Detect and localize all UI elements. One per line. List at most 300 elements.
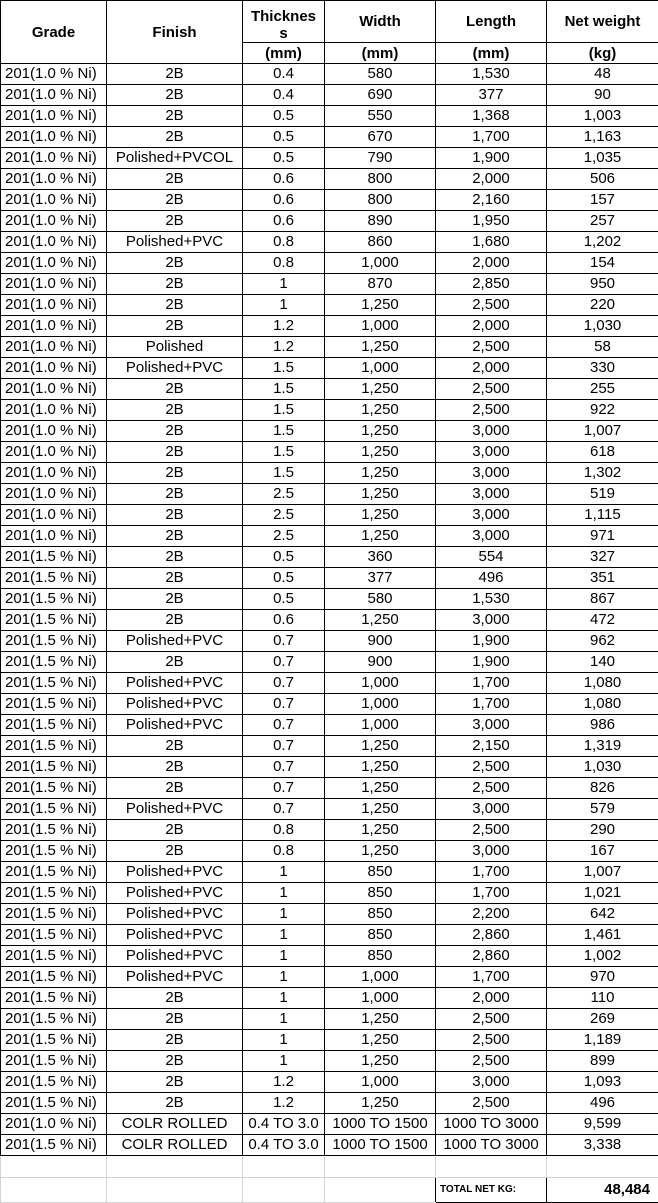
cell-grade: 201(1.5 % Ni) xyxy=(1,568,107,589)
cell-thickness: 0.7 xyxy=(243,757,325,778)
cell-length: 2,500 xyxy=(436,379,547,400)
cell-width: 1,250 xyxy=(325,1009,436,1030)
cell-thickness: 0.4 xyxy=(243,85,325,106)
blank-cell xyxy=(436,1156,547,1178)
cell-width: 850 xyxy=(325,883,436,904)
cell-width: 890 xyxy=(325,211,436,232)
cell-width: 1,250 xyxy=(325,463,436,484)
table-row xyxy=(1,799,658,820)
cell-net-weight: 1,035 xyxy=(547,148,658,169)
cell-net-weight: 1,319 xyxy=(547,736,658,757)
cell-net-weight: 579 xyxy=(547,799,658,820)
table-row xyxy=(1,904,658,925)
cell-width: 1,250 xyxy=(325,799,436,820)
table-row xyxy=(1,715,658,736)
cell-grade: 201(1.5 % Ni) xyxy=(1,778,107,799)
cell-width: 850 xyxy=(325,925,436,946)
cell-finish: 2B xyxy=(107,568,243,589)
cell-length: 2,500 xyxy=(436,1009,547,1030)
cell-net-weight: 1,461 xyxy=(547,925,658,946)
cell-finish: 2B xyxy=(107,589,243,610)
cell-grade: 201(1.0 % Ni) xyxy=(1,232,107,253)
table-row xyxy=(1,232,658,253)
cell-width: 1,000 xyxy=(325,1072,436,1093)
cell-thickness: 0.7 xyxy=(243,652,325,673)
cell-net-weight: 58 xyxy=(547,337,658,358)
table-row xyxy=(1,610,658,631)
cell-grade: 201(1.0 % Ni) xyxy=(1,526,107,547)
cell-net-weight: 1,007 xyxy=(547,421,658,442)
cell-width: 1,250 xyxy=(325,379,436,400)
table-row xyxy=(1,1114,658,1135)
header-finish: Finish xyxy=(107,1,243,64)
cell-width: 860 xyxy=(325,232,436,253)
table-row xyxy=(1,736,658,757)
cell-length: 1,700 xyxy=(436,673,547,694)
cell-net-weight: 9,599 xyxy=(547,1114,658,1135)
header-grade: Grade xyxy=(1,1,107,64)
table-row xyxy=(1,820,658,841)
cell-width: 550 xyxy=(325,106,436,127)
cell-finish: 2B xyxy=(107,463,243,484)
cell-grade: 201(1.5 % Ni) xyxy=(1,694,107,715)
cell-net-weight: 1,030 xyxy=(547,757,658,778)
cell-grade: 201(1.0 % Ni) xyxy=(1,295,107,316)
cell-thickness: 0.5 xyxy=(243,127,325,148)
blank-cell xyxy=(243,1156,325,1178)
blank-cell xyxy=(107,1156,243,1178)
cell-thickness: 1 xyxy=(243,862,325,883)
table-row xyxy=(1,379,658,400)
cell-thickness: 1.5 xyxy=(243,442,325,463)
cell-width: 870 xyxy=(325,274,436,295)
total-row xyxy=(1,1178,658,1203)
cell-finish: 2B xyxy=(107,190,243,211)
cell-net-weight: 899 xyxy=(547,1051,658,1072)
cell-net-weight: 1,115 xyxy=(547,505,658,526)
cell-net-weight: 970 xyxy=(547,967,658,988)
table-footer xyxy=(1,1156,658,1203)
table-row xyxy=(1,631,658,652)
table-row xyxy=(1,526,658,547)
header-width: Width xyxy=(325,1,436,43)
cell-thickness: 1.2 xyxy=(243,1072,325,1093)
cell-grade: 201(1.0 % Ni) xyxy=(1,169,107,190)
cell-grade: 201(1.5 % Ni) xyxy=(1,736,107,757)
cell-finish: 2B xyxy=(107,64,243,85)
cell-width: 800 xyxy=(325,169,436,190)
cell-grade: 201(1.0 % Ni) xyxy=(1,190,107,211)
cell-thickness: 1.5 xyxy=(243,463,325,484)
cell-net-weight: 867 xyxy=(547,589,658,610)
cell-width: 1,000 xyxy=(325,358,436,379)
cell-length: 2,200 xyxy=(436,904,547,925)
cell-width: 1,250 xyxy=(325,484,436,505)
table-row xyxy=(1,694,658,715)
table-row xyxy=(1,673,658,694)
table-row xyxy=(1,484,658,505)
cell-grade: 201(1.5 % Ni) xyxy=(1,652,107,673)
cell-grade: 201(1.0 % Ni) xyxy=(1,463,107,484)
cell-net-weight: 220 xyxy=(547,295,658,316)
table-row xyxy=(1,274,658,295)
cell-net-weight: 351 xyxy=(547,568,658,589)
cell-finish: 2B xyxy=(107,610,243,631)
cell-length: 2,500 xyxy=(436,400,547,421)
cell-net-weight: 157 xyxy=(547,190,658,211)
cell-length: 3,000 xyxy=(436,610,547,631)
cell-width: 1,250 xyxy=(325,1051,436,1072)
cell-grade: 201(1.5 % Ni) xyxy=(1,925,107,946)
cell-finish: 2B xyxy=(107,1051,243,1072)
cell-thickness: 2.5 xyxy=(243,505,325,526)
cell-finish: 2B xyxy=(107,547,243,568)
cell-grade: 201(1.0 % Ni) xyxy=(1,337,107,358)
table-row xyxy=(1,1135,658,1156)
cell-thickness: 0.6 xyxy=(243,610,325,631)
cell-width: 1,000 xyxy=(325,715,436,736)
table-row xyxy=(1,1051,658,1072)
cell-grade: 201(1.5 % Ni) xyxy=(1,967,107,988)
unit-weight: (kg) xyxy=(547,43,658,64)
cell-grade: 201(1.5 % Ni) xyxy=(1,1093,107,1114)
blank-cell xyxy=(1,1156,107,1178)
cell-thickness: 0.4 TO 3.0 xyxy=(243,1135,325,1156)
cell-thickness: 0.7 xyxy=(243,631,325,652)
cell-width: 900 xyxy=(325,652,436,673)
blank-cell xyxy=(325,1156,436,1178)
cell-net-weight: 922 xyxy=(547,400,658,421)
cell-net-weight: 826 xyxy=(547,778,658,799)
cell-finish: Polished+PVC xyxy=(107,925,243,946)
cell-length: 2,500 xyxy=(436,757,547,778)
cell-width: 690 xyxy=(325,85,436,106)
cell-length: 3,000 xyxy=(436,484,547,505)
blank-cell xyxy=(325,1178,436,1203)
cell-grade: 201(1.5 % Ni) xyxy=(1,988,107,1009)
cell-width: 1,000 xyxy=(325,673,436,694)
cell-thickness: 1.5 xyxy=(243,400,325,421)
cell-width: 1,250 xyxy=(325,841,436,862)
cell-finish: Polished+PVC xyxy=(107,799,243,820)
cell-finish: Polished+PVC xyxy=(107,967,243,988)
cell-width: 850 xyxy=(325,904,436,925)
cell-finish: 2B xyxy=(107,1072,243,1093)
cell-width: 377 xyxy=(325,568,436,589)
table-row xyxy=(1,1093,658,1114)
cell-thickness: 2.5 xyxy=(243,484,325,505)
table-row xyxy=(1,169,658,190)
cell-length: 1,530 xyxy=(436,589,547,610)
cell-net-weight: 642 xyxy=(547,904,658,925)
cell-thickness: 0.6 xyxy=(243,190,325,211)
cell-thickness: 0.4 xyxy=(243,64,325,85)
cell-length: 2,500 xyxy=(436,1093,547,1114)
table-row xyxy=(1,253,658,274)
cell-width: 1,250 xyxy=(325,337,436,358)
cell-finish: Polished+PVC xyxy=(107,883,243,904)
cell-finish: 2B xyxy=(107,316,243,337)
cell-thickness: 1 xyxy=(243,883,325,904)
cell-length: 1,680 xyxy=(436,232,547,253)
cell-length: 3,000 xyxy=(436,715,547,736)
cell-net-weight: 986 xyxy=(547,715,658,736)
cell-finish: 2B xyxy=(107,484,243,505)
table-body xyxy=(1,64,658,1156)
cell-length: 1,700 xyxy=(436,127,547,148)
cell-grade: 201(1.5 % Ni) xyxy=(1,1009,107,1030)
cell-length: 2,500 xyxy=(436,337,547,358)
cell-grade: 201(1.0 % Ni) xyxy=(1,442,107,463)
cell-grade: 201(1.5 % Ni) xyxy=(1,631,107,652)
cell-finish: 2B xyxy=(107,253,243,274)
cell-width: 580 xyxy=(325,589,436,610)
cell-length: 1,900 xyxy=(436,652,547,673)
table-row xyxy=(1,85,658,106)
cell-thickness: 1 xyxy=(243,295,325,316)
cell-width: 1,250 xyxy=(325,1093,436,1114)
cell-finish: COLR ROLLED xyxy=(107,1114,243,1135)
cell-length: 1,700 xyxy=(436,694,547,715)
cell-net-weight: 496 xyxy=(547,1093,658,1114)
cell-finish: 2B xyxy=(107,778,243,799)
cell-finish: Polished+PVC xyxy=(107,673,243,694)
cell-net-weight: 950 xyxy=(547,274,658,295)
cell-length: 3,000 xyxy=(436,505,547,526)
cell-length: 3,000 xyxy=(436,799,547,820)
cell-net-weight: 962 xyxy=(547,631,658,652)
cell-finish: Polished+PVCOL xyxy=(107,148,243,169)
table-row xyxy=(1,316,658,337)
cell-thickness: 0.7 xyxy=(243,799,325,820)
cell-width: 1,250 xyxy=(325,442,436,463)
cell-finish: 2B xyxy=(107,820,243,841)
cell-finish: 2B xyxy=(107,211,243,232)
cell-width: 1,250 xyxy=(325,757,436,778)
cell-length: 2,500 xyxy=(436,1030,547,1051)
cell-length: 2,000 xyxy=(436,358,547,379)
cell-net-weight: 110 xyxy=(547,988,658,1009)
table-row xyxy=(1,190,658,211)
table-row xyxy=(1,589,658,610)
cell-length: 377 xyxy=(436,85,547,106)
cell-finish: 2B xyxy=(107,400,243,421)
cell-length: 1,900 xyxy=(436,148,547,169)
cell-grade: 201(1.5 % Ni) xyxy=(1,547,107,568)
cell-finish: 2B xyxy=(107,988,243,1009)
cell-thickness: 1 xyxy=(243,1051,325,1072)
cell-thickness: 1 xyxy=(243,1009,325,1030)
cell-length: 1,530 xyxy=(436,64,547,85)
cell-width: 1,250 xyxy=(325,526,436,547)
cell-grade: 201(1.0 % Ni) xyxy=(1,85,107,106)
cell-length: 1,950 xyxy=(436,211,547,232)
cell-grade: 201(1.0 % Ni) xyxy=(1,400,107,421)
cell-length: 1,368 xyxy=(436,106,547,127)
cell-length: 2,000 xyxy=(436,253,547,274)
cell-grade: 201(1.5 % Ni) xyxy=(1,820,107,841)
cell-width: 800 xyxy=(325,190,436,211)
table-row xyxy=(1,988,658,1009)
table-row xyxy=(1,64,658,85)
cell-thickness: 1.2 xyxy=(243,337,325,358)
cell-width: 1,000 xyxy=(325,253,436,274)
table-row xyxy=(1,295,658,316)
table-row xyxy=(1,337,658,358)
table-row xyxy=(1,1009,658,1030)
cell-finish: 2B xyxy=(107,652,243,673)
cell-finish: 2B xyxy=(107,505,243,526)
cell-width: 790 xyxy=(325,148,436,169)
table-row xyxy=(1,568,658,589)
cell-net-weight: 618 xyxy=(547,442,658,463)
cell-finish: 2B xyxy=(107,757,243,778)
cell-net-weight: 48 xyxy=(547,64,658,85)
cell-finish: 2B xyxy=(107,841,243,862)
cell-grade: 201(1.5 % Ni) xyxy=(1,1030,107,1051)
cell-length: 2,500 xyxy=(436,295,547,316)
cell-grade: 201(1.5 % Ni) xyxy=(1,589,107,610)
table-row xyxy=(1,1030,658,1051)
cell-grade: 201(1.5 % Ni) xyxy=(1,1051,107,1072)
cell-grade: 201(1.5 % Ni) xyxy=(1,715,107,736)
cell-finish: 2B xyxy=(107,379,243,400)
cell-thickness: 0.7 xyxy=(243,715,325,736)
cell-finish: 2B xyxy=(107,274,243,295)
table-row xyxy=(1,463,658,484)
cell-net-weight: 1,021 xyxy=(547,883,658,904)
table-row xyxy=(1,358,658,379)
cell-finish: Polished xyxy=(107,337,243,358)
blank-cell xyxy=(547,1156,658,1178)
cell-length: 1,700 xyxy=(436,967,547,988)
cell-width: 1,000 xyxy=(325,967,436,988)
header-weight: Net weight xyxy=(547,1,658,43)
cell-thickness: 0.4 TO 3.0 xyxy=(243,1114,325,1135)
cell-net-weight: 290 xyxy=(547,820,658,841)
cell-net-weight: 1,003 xyxy=(547,106,658,127)
cell-length: 2,860 xyxy=(436,946,547,967)
cell-width: 1,000 xyxy=(325,988,436,1009)
cell-width: 850 xyxy=(325,946,436,967)
unit-thickness: (mm) xyxy=(243,43,325,64)
cell-thickness: 0.7 xyxy=(243,778,325,799)
cell-grade: 201(1.5 % Ni) xyxy=(1,883,107,904)
cell-length: 2,500 xyxy=(436,820,547,841)
blank-cell xyxy=(107,1178,243,1203)
table-row xyxy=(1,652,658,673)
table-row xyxy=(1,505,658,526)
cell-length: 1000 TO 3000 xyxy=(436,1114,547,1135)
table-row xyxy=(1,883,658,904)
cell-net-weight: 519 xyxy=(547,484,658,505)
cell-net-weight: 1,093 xyxy=(547,1072,658,1093)
cell-net-weight: 269 xyxy=(547,1009,658,1030)
table-row xyxy=(1,127,658,148)
table-row xyxy=(1,400,658,421)
table-row xyxy=(1,757,658,778)
cell-thickness: 2.5 xyxy=(243,526,325,547)
cell-grade: 201(1.0 % Ni) xyxy=(1,64,107,85)
cell-finish: 2B xyxy=(107,442,243,463)
cell-width: 670 xyxy=(325,127,436,148)
cell-net-weight: 1,007 xyxy=(547,862,658,883)
cell-thickness: 0.5 xyxy=(243,568,325,589)
table-row xyxy=(1,1072,658,1093)
cell-length: 2,860 xyxy=(436,925,547,946)
cell-net-weight: 472 xyxy=(547,610,658,631)
total-label: TOTAL NET KG: xyxy=(436,1178,547,1203)
cell-thickness: 0.7 xyxy=(243,694,325,715)
cell-length: 1,700 xyxy=(436,862,547,883)
cell-thickness: 0.6 xyxy=(243,169,325,190)
blank-cell xyxy=(1,1178,107,1203)
cell-thickness: 0.8 xyxy=(243,841,325,862)
cell-grade: 201(1.5 % Ni) xyxy=(1,1072,107,1093)
cell-thickness: 0.7 xyxy=(243,673,325,694)
table-row xyxy=(1,148,658,169)
cell-width: 580 xyxy=(325,64,436,85)
cell-width: 1,250 xyxy=(325,1030,436,1051)
cell-width: 360 xyxy=(325,547,436,568)
cell-finish: 2B xyxy=(107,85,243,106)
cell-finish: 2B xyxy=(107,526,243,547)
cell-finish: COLR ROLLED xyxy=(107,1135,243,1156)
cell-width: 1,250 xyxy=(325,610,436,631)
cell-net-weight: 327 xyxy=(547,547,658,568)
cell-length: 3,000 xyxy=(436,442,547,463)
table-row xyxy=(1,925,658,946)
cell-width: 1,250 xyxy=(325,505,436,526)
total-value: 48,484 xyxy=(547,1178,658,1203)
cell-width: 1,250 xyxy=(325,778,436,799)
cell-finish: 2B xyxy=(107,169,243,190)
cell-length: 3,000 xyxy=(436,421,547,442)
cell-net-weight: 255 xyxy=(547,379,658,400)
cell-grade: 201(1.5 % Ni) xyxy=(1,946,107,967)
table-row xyxy=(1,946,658,967)
cell-thickness: 1.5 xyxy=(243,358,325,379)
cell-grade: 201(1.0 % Ni) xyxy=(1,484,107,505)
cell-thickness: 1 xyxy=(243,925,325,946)
cell-finish: 2B xyxy=(107,295,243,316)
cell-finish: Polished+PVC xyxy=(107,358,243,379)
cell-length: 2,150 xyxy=(436,736,547,757)
cell-length: 2,000 xyxy=(436,988,547,1009)
cell-thickness: 0.7 xyxy=(243,736,325,757)
table-row xyxy=(1,862,658,883)
cell-finish: 2B xyxy=(107,106,243,127)
cell-grade: 201(1.5 % Ni) xyxy=(1,904,107,925)
cell-grade: 201(1.0 % Ni) xyxy=(1,253,107,274)
cell-grade: 201(1.0 % Ni) xyxy=(1,274,107,295)
cell-length: 3,000 xyxy=(436,1072,547,1093)
cell-length: 554 xyxy=(436,547,547,568)
blank-cell xyxy=(243,1178,325,1203)
cell-width: 1,250 xyxy=(325,421,436,442)
cell-thickness: 1 xyxy=(243,946,325,967)
unit-width: (mm) xyxy=(325,43,436,64)
cell-width: 900 xyxy=(325,631,436,652)
cell-length: 2,500 xyxy=(436,1051,547,1072)
cell-thickness: 1.5 xyxy=(243,421,325,442)
cell-thickness: 0.5 xyxy=(243,148,325,169)
cell-width: 1000 TO 1500 xyxy=(325,1135,436,1156)
cell-thickness: 1.2 xyxy=(243,1093,325,1114)
cell-width: 1,250 xyxy=(325,736,436,757)
cell-net-weight: 3,338 xyxy=(547,1135,658,1156)
cell-thickness: 1 xyxy=(243,1030,325,1051)
